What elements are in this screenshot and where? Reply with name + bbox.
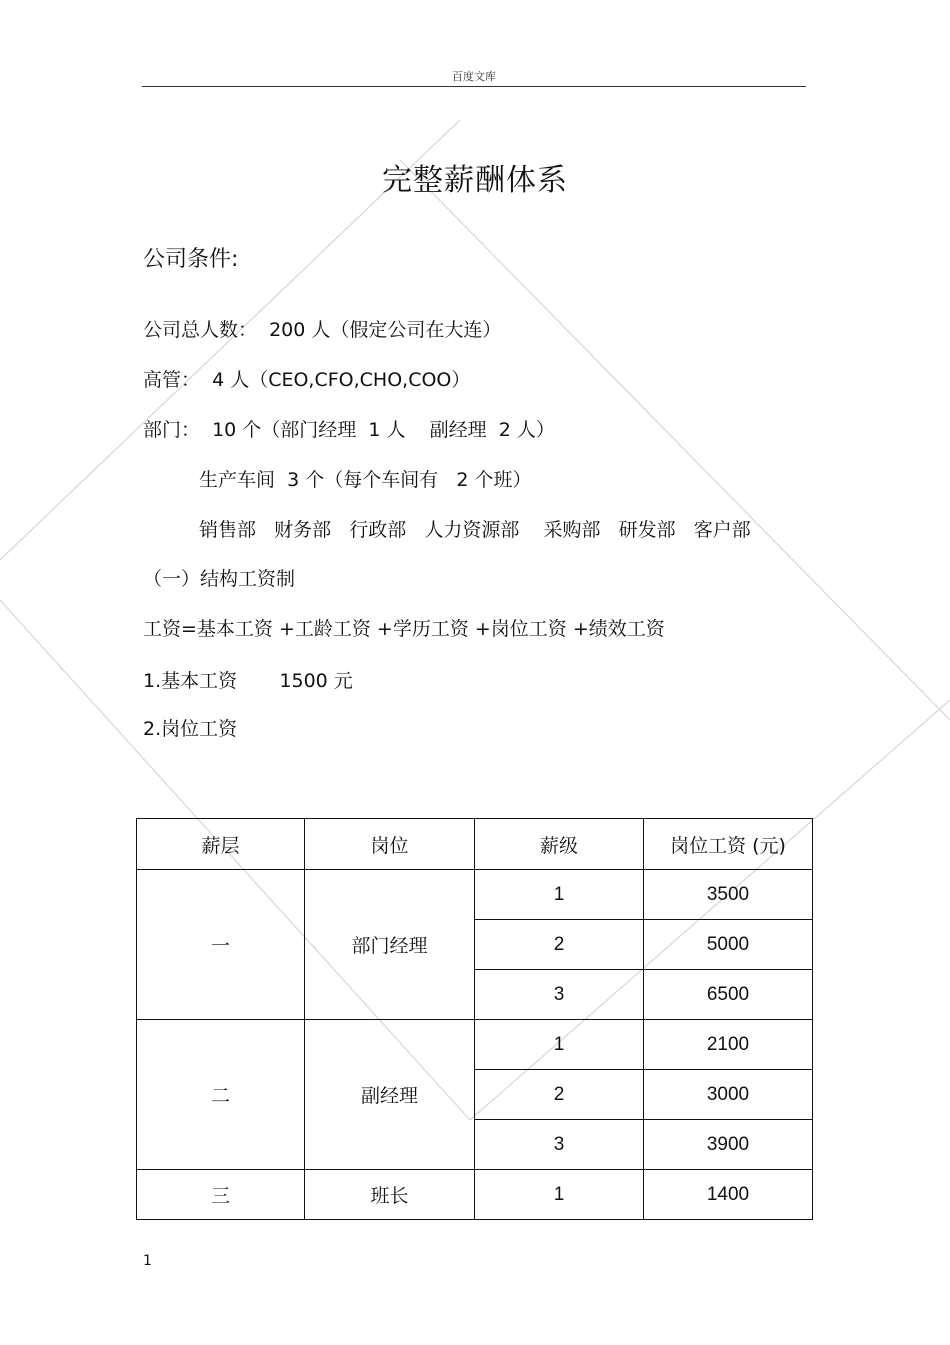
position-cell: 副经理 (305, 1020, 475, 1170)
grade-cell: 3 (475, 970, 644, 1020)
salary-cell: 3000 (644, 1070, 813, 1120)
tier-cell: 二 (137, 1020, 305, 1170)
text-line: 1.基本工资 1500 元 (143, 670, 353, 692)
position-salary-table (136, 818, 813, 1220)
salary-cell: 3900 (644, 1120, 813, 1170)
position-cell: 部门经理 (305, 870, 475, 1020)
text-line: 2.岗位工资 (143, 718, 238, 740)
table-header-row (137, 819, 813, 870)
tier-cell: 三 (137, 1170, 305, 1220)
salary-cell: 3500 (644, 870, 813, 920)
salary-cell: 1400 (644, 1170, 813, 1220)
text-line: 部门： 10 个（部门经理 1 人 副经理 2 人） (143, 419, 555, 441)
tier-cell: 一 (137, 870, 305, 1020)
table-row (137, 1170, 813, 1220)
grade-cell: 1 (475, 1170, 644, 1220)
grade-cell: 2 (475, 920, 644, 970)
position-cell: 班长 (305, 1170, 475, 1220)
salary-cell: 6500 (644, 970, 813, 1020)
grade-cell: 3 (475, 1120, 644, 1170)
header-rule (142, 86, 806, 87)
table-row (137, 870, 813, 920)
grade-cell: 1 (475, 1020, 644, 1070)
text-line: 公司总人数： 200 人（假定公司在大连） (143, 319, 502, 341)
salary-formula: 工资=基本工资 +工龄工资 +学历工资 +岗位工资 +绩效工资 (143, 618, 665, 640)
company-conditions-heading: 公司条件: (143, 247, 239, 272)
grade-cell: 1 (475, 870, 644, 920)
section-heading: （一）结构工资制 (143, 568, 296, 590)
table-header-cell: 岗位工资 (元) (644, 819, 813, 870)
page-title: 完整薪酬体系 (382, 163, 568, 198)
text-line: 高管： 4 人（CEO,CFO,CHO,COO） (143, 369, 471, 391)
table-header-cell: 薪级 (475, 819, 644, 870)
table-header-cell: 岗位 (305, 819, 475, 870)
salary-cell: 2100 (644, 1020, 813, 1070)
header-site-name: 百度文库 (452, 70, 496, 83)
table-row (137, 1020, 813, 1070)
page-number: 1 (143, 1253, 152, 1269)
text-line: 生产车间 3 个（每个车间有 2 个班） (199, 469, 532, 491)
salary-cell: 5000 (644, 920, 813, 970)
grade-cell: 2 (475, 1070, 644, 1120)
text-line: 销售部 财务部 行政部 人力资源部 采购部 研发部 客户部 (199, 519, 751, 541)
table-header-cell: 薪层 (137, 819, 305, 870)
